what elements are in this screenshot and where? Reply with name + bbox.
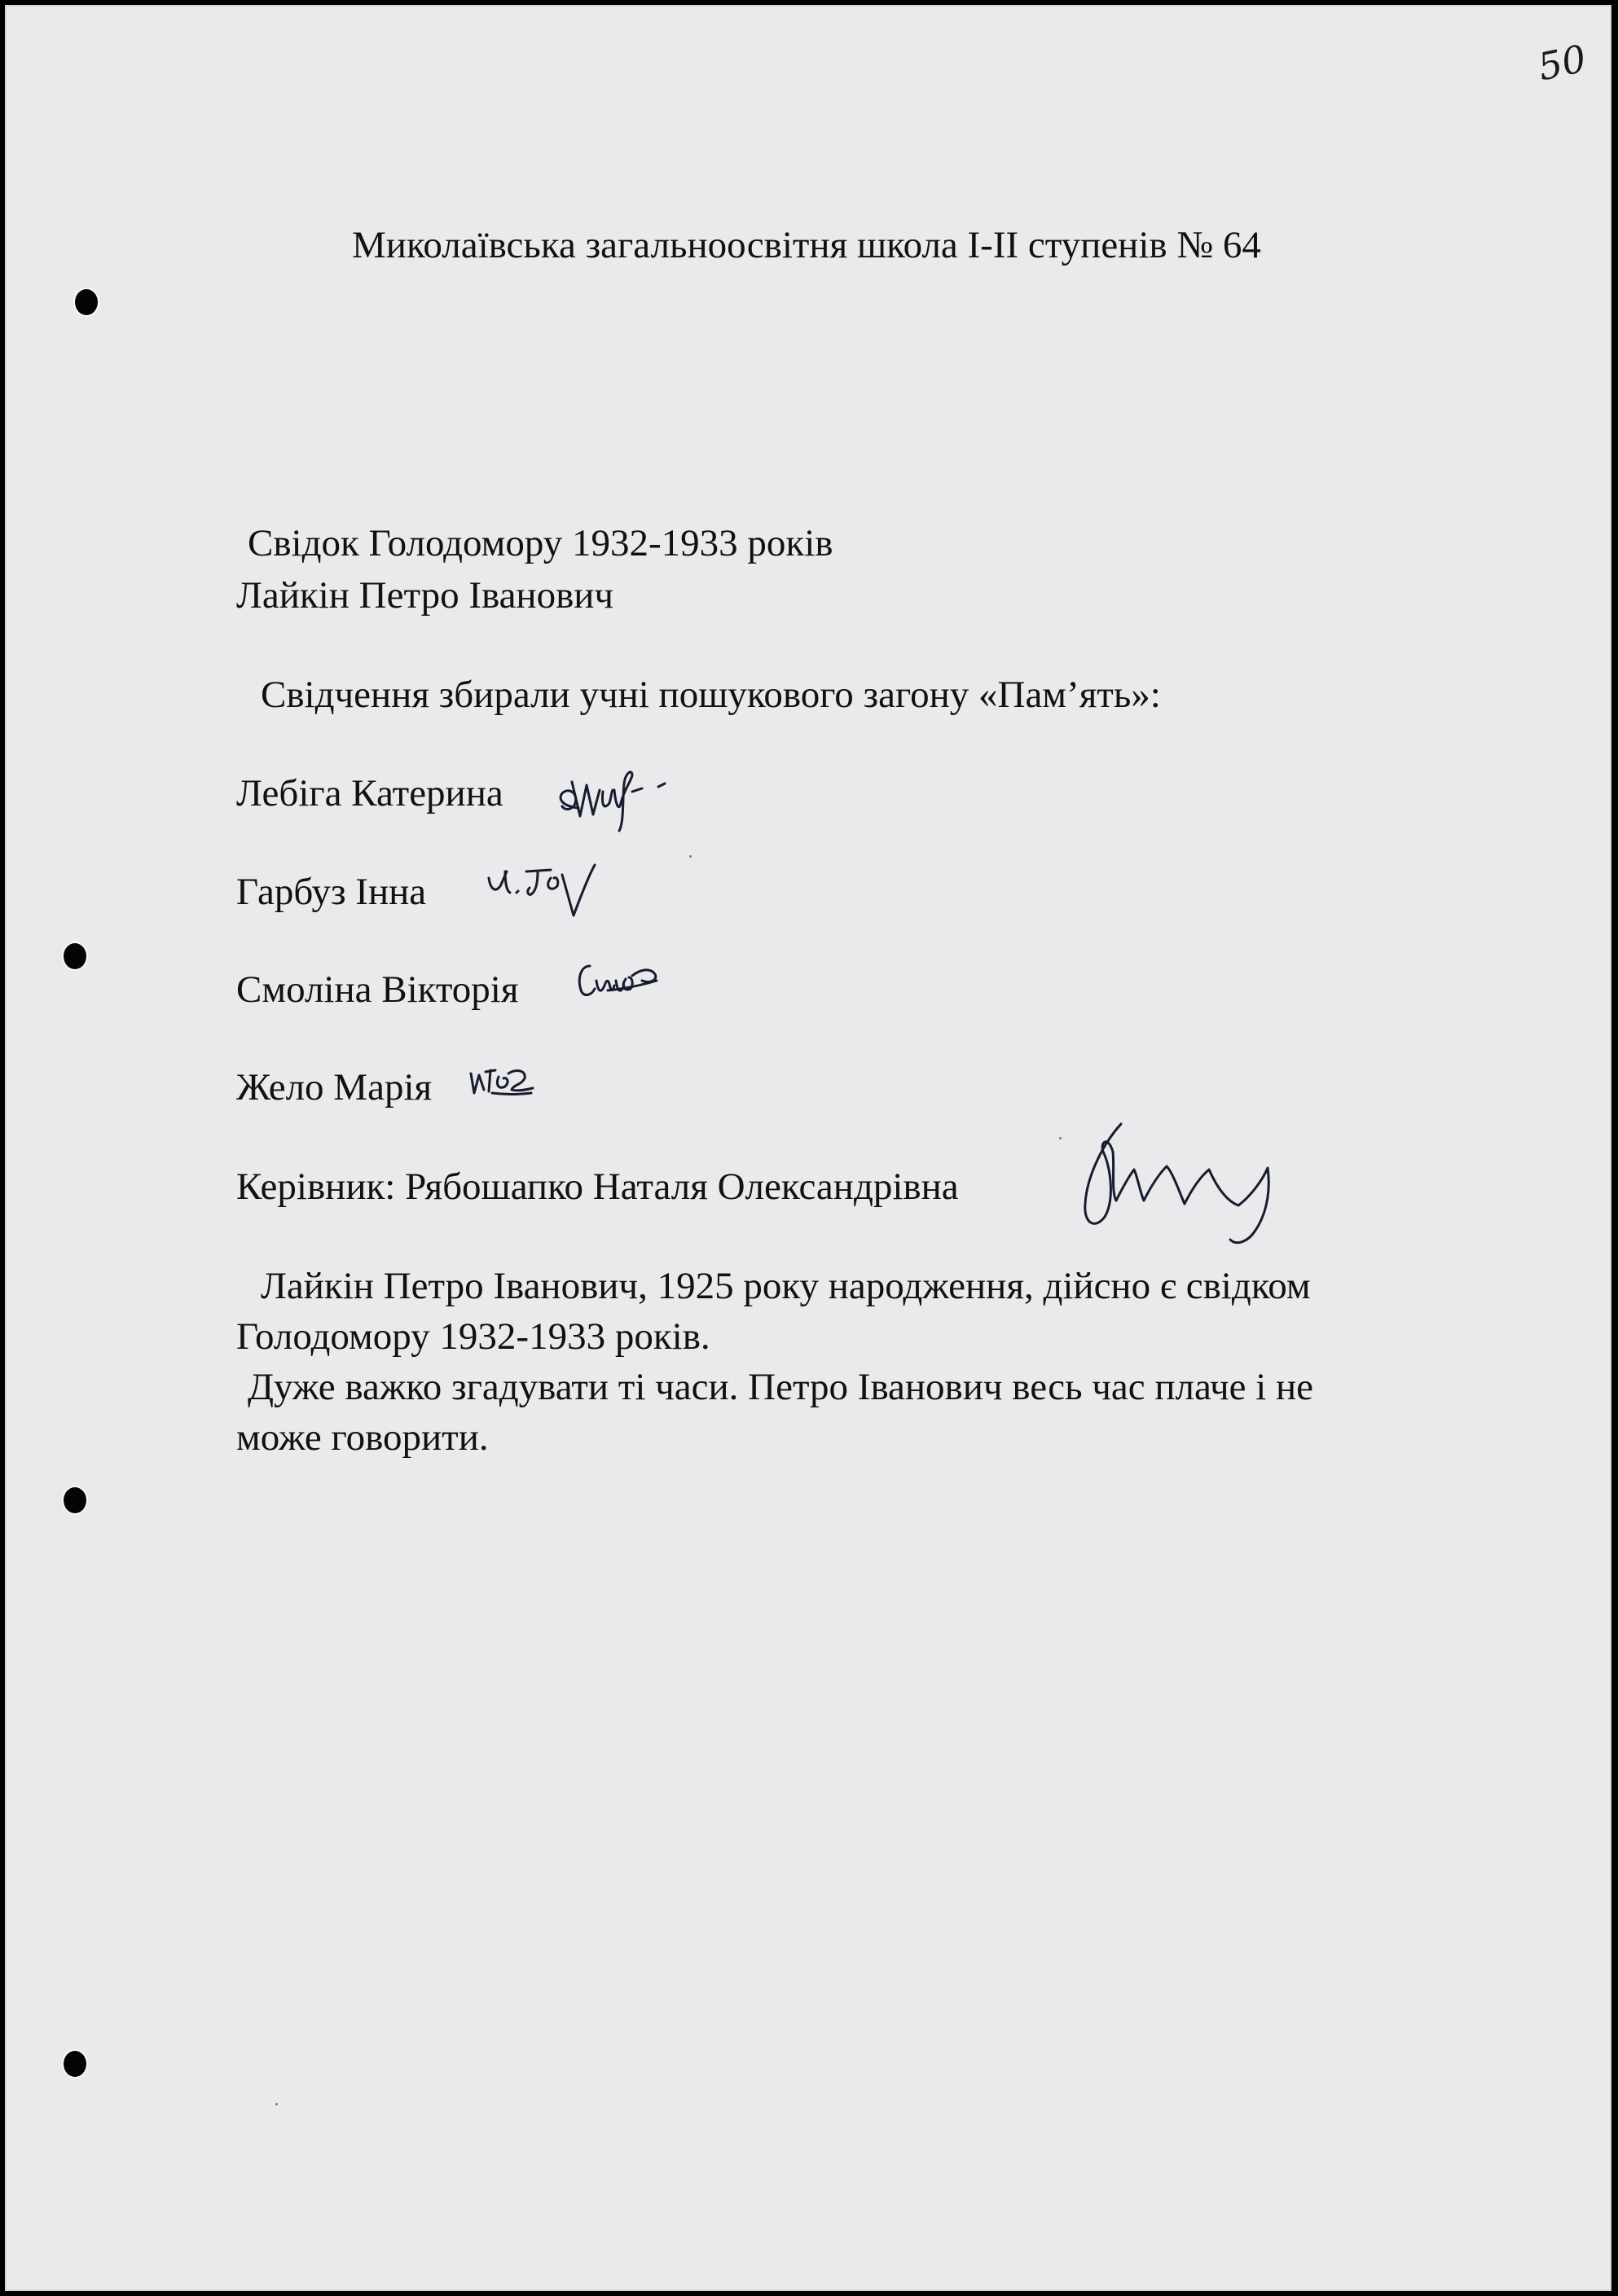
supervisor-signature: [1062, 1119, 1290, 1249]
student-signature: [575, 956, 665, 1013]
testimony-line: Голодомору 1932-1933 років.: [236, 1315, 710, 1358]
punch-hole: [75, 289, 98, 315]
student-signature: [554, 757, 676, 831]
testimony-line: може говорити.: [236, 1416, 489, 1459]
school-header: Миколаївська загальноосвітня школа І-ІІ ступенів № 64: [352, 224, 1261, 266]
student-name: Жело Марія: [236, 1066, 433, 1108]
paper-speck: [275, 2103, 278, 2105]
testimony-line: Дуже важко згадувати ті часи. Петро Іванович весь час плаче і не: [248, 1366, 1314, 1408]
student-signature: [484, 854, 614, 927]
supervisor-line: Керівник: Рябошапко Наталя Олександрівна: [236, 1166, 959, 1208]
paper-speck: [689, 855, 692, 858]
collectors-intro: Свідчення збирали учні пошукового загону «Пам’ять»:: [261, 674, 1161, 716]
punch-hole: [64, 943, 86, 969]
student-name: Лебіга Катерина: [236, 772, 503, 814]
testimony-line: Лайкін Петро Іванович, 1925 року народження, дійсно є свідком: [261, 1265, 1311, 1307]
paper-speck: [1059, 1137, 1062, 1139]
punch-hole: [64, 2051, 86, 2077]
punch-hole: [64, 1487, 86, 1513]
student-name: Гарбуз Інна: [236, 871, 427, 913]
document-page: [5, 5, 1611, 2291]
handwritten-page-number: 50: [1534, 36, 1590, 90]
witness-title: Свідок Голодомору 1932-1933 років: [248, 522, 833, 564]
student-signature: [468, 1057, 541, 1106]
witness-name: Лайкін Петро Іванович: [236, 574, 614, 617]
student-name: Смоліна Вікторія: [236, 968, 519, 1011]
